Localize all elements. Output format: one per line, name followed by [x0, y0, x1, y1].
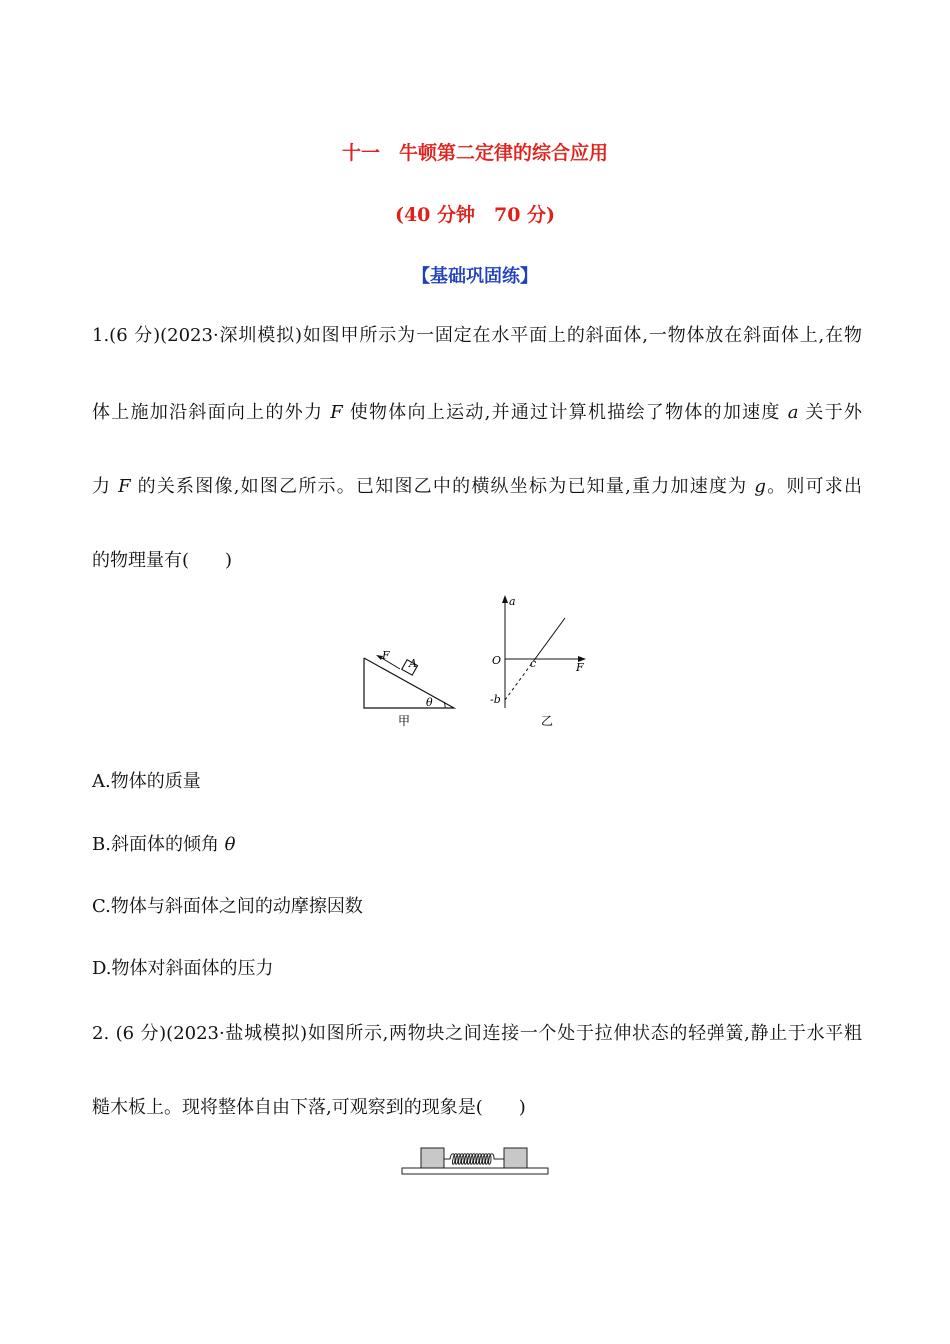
q1-line-3 [92, 475, 862, 499]
label-F: F [382, 649, 390, 662]
section-heading: 【基础巩固练】 [412, 266, 538, 287]
q1-line-1: 1.(6 分)(2023·深圳模拟)如图甲所示为一固定在水平面上的斜面体,一物体放在斜面体上,在物 [92, 325, 862, 346]
label-minus-b: -b [490, 693, 501, 706]
incline-figure [350, 640, 470, 735]
var-g: g [754, 476, 766, 497]
var-F: F [330, 402, 343, 423]
y-arrow-icon [502, 595, 508, 603]
label-origin: O [492, 654, 502, 667]
block-right [504, 1148, 527, 1168]
var-a: a [787, 402, 799, 423]
option-b-text: B.斜面体的倾角 [92, 834, 225, 855]
page-title: 十一 牛顿第二定律的综合应用 [341, 142, 608, 164]
option-a: A.物体的质量 [92, 771, 201, 792]
option-c: C.物体与斜面体之间的动摩擦因数 [92, 896, 363, 917]
q1-text: 。则可求出 [765, 476, 862, 497]
q1-text: 使物体向上运动,并通过计算机描绘了物体的加速度 [342, 402, 788, 423]
q1-text: 体上施加沿斜面向上的外力 [92, 402, 331, 423]
var-F: F [118, 476, 131, 497]
q1-text: 关于外 [798, 402, 862, 423]
q1-text: 的关系图像,如图乙所示。已知图乙中的横纵坐标为已知量,重力加速度为 [130, 476, 755, 497]
var-theta: θ [224, 834, 236, 855]
block-left [421, 1148, 444, 1168]
caption-yi: 乙 [541, 714, 554, 728]
q1-line-4: 的物理量有( ) [92, 550, 233, 571]
option-b [92, 833, 862, 857]
label-F-axis: F [576, 661, 584, 674]
label-theta: θ [426, 696, 433, 709]
time-score-info: (40 分钟 70 分) [394, 204, 556, 226]
graph-figure [480, 590, 595, 735]
label-c: c [530, 657, 537, 670]
q1-text: 力 [92, 476, 119, 497]
q2-line-1: 2. (6 分)(2023·盐城模拟)如图所示,两物块之间连接一个处于拉伸状态的轻弹簧,静止于水平粗 [92, 1023, 862, 1044]
spring-blocks-figure [400, 1142, 552, 1178]
label-a-axis: a [509, 595, 516, 608]
q1-line-2 [92, 401, 862, 425]
caption-jia: 甲 [398, 714, 411, 728]
q2-line-2: 糙木板上。现将整体自由下落,可观察到的现象是( ) [92, 1097, 526, 1118]
label-A: A [409, 657, 417, 670]
wooden-board [402, 1168, 548, 1174]
spring-icon [444, 1154, 504, 1165]
option-d: D.物体对斜面体的压力 [92, 958, 274, 979]
